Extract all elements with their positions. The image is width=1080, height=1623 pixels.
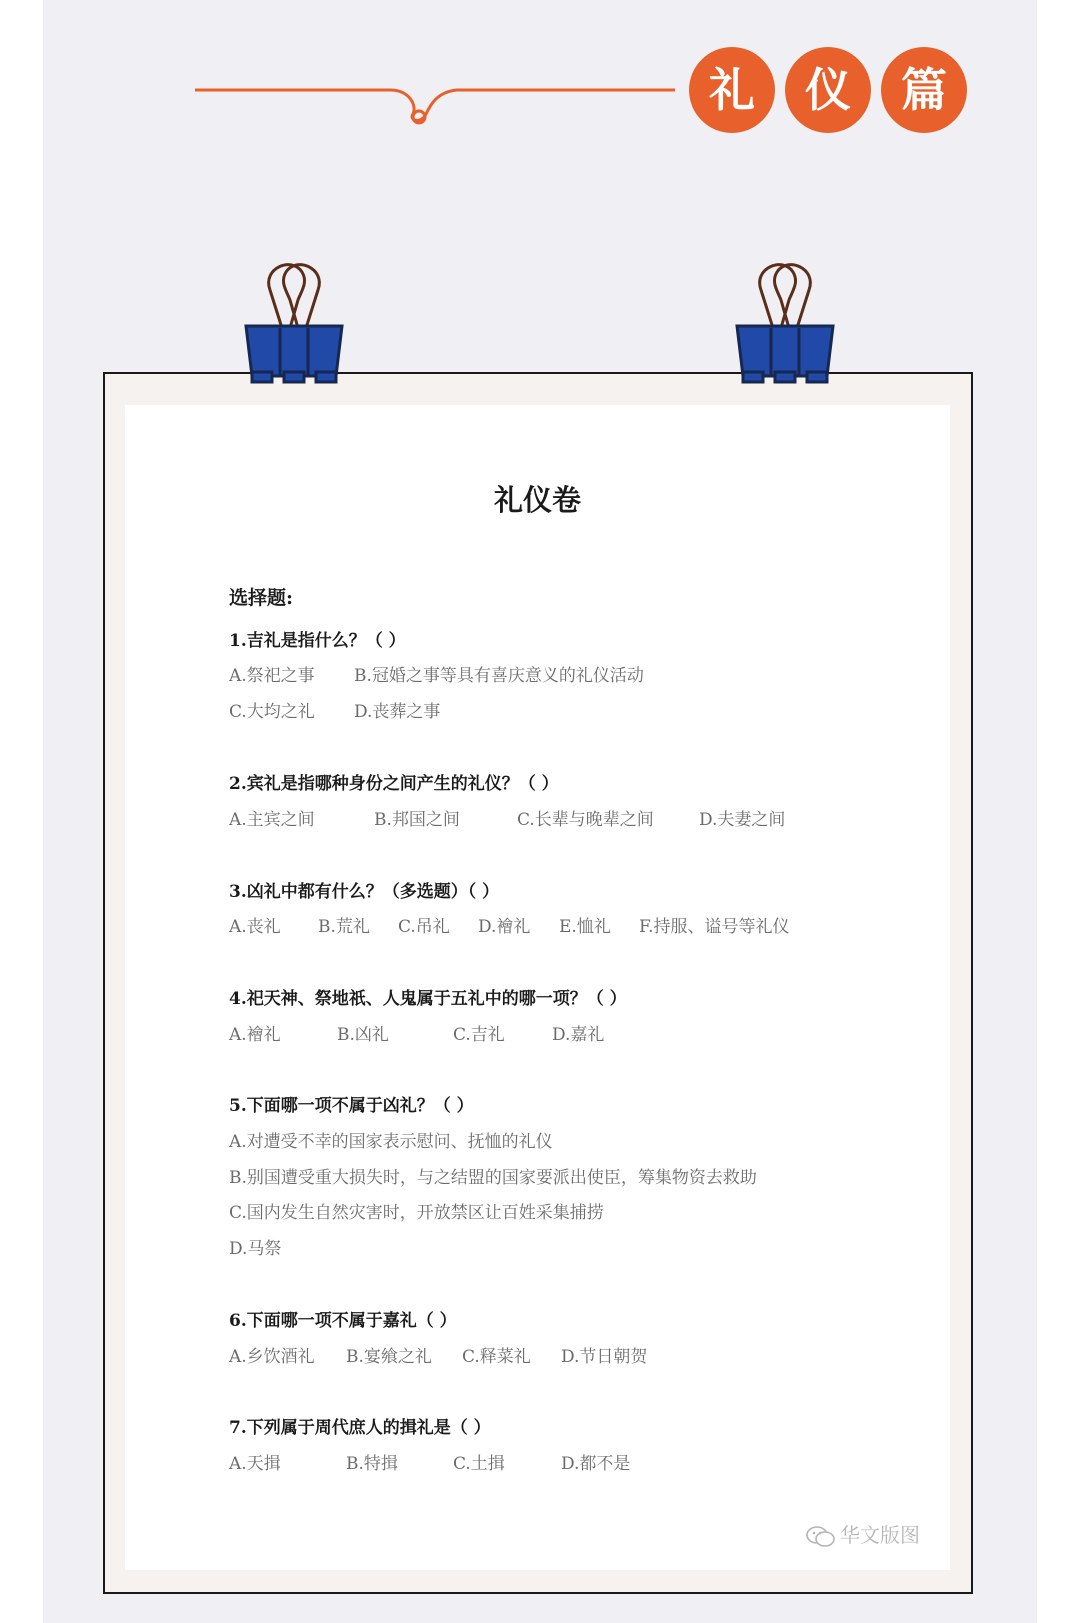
question-7: 7.下列属于周代庶人的揖礼是（ ）: [229, 1418, 491, 1438]
section-label: 选择题:: [229, 587, 294, 609]
watermark: [806, 1519, 920, 1549]
option: B.宴飨之礼: [346, 1347, 432, 1367]
option: B.邦国之间: [374, 810, 460, 830]
option: A.襘礼: [229, 1025, 281, 1045]
option: A.乡饮酒礼: [229, 1347, 315, 1367]
option: D.马祭: [229, 1239, 282, 1259]
option: A.主宾之间: [229, 810, 315, 830]
option: C.土揖: [453, 1454, 505, 1474]
option: C.长辈与晚辈之间: [517, 810, 654, 830]
question-6: 6.下面哪一项不属于嘉礼（ ）: [229, 1311, 457, 1331]
option: B.荒礼: [318, 917, 370, 937]
option: D.夫妻之间: [699, 810, 786, 830]
option: B.凶礼: [337, 1025, 389, 1045]
wechat-icon: [806, 1525, 836, 1549]
option: C.国内发生自然灾害时，开放禁区让百姓采集捕捞: [229, 1203, 604, 1223]
watermark-text: 华文版图: [840, 1523, 920, 1547]
decorative-line: [195, 56, 675, 136]
header-char-1: 礼: [689, 47, 775, 133]
option: F.持服、谥号等礼仪: [639, 917, 790, 937]
option: C.释菜礼: [462, 1347, 531, 1367]
option: B.冠婚之事等具有喜庆意义的礼仪活动: [354, 666, 644, 686]
option: D.都不是: [561, 1454, 631, 1474]
option: E.恤礼: [559, 917, 611, 937]
question-2: 2.宾礼是指哪种身份之间产生的礼仪？（ ）: [229, 774, 559, 794]
option: D.节日朝贺: [561, 1347, 648, 1367]
header-char-2: 仪: [785, 47, 871, 133]
option: D.襘礼: [478, 917, 531, 937]
option: C.大均之礼: [229, 702, 315, 722]
option: A.祭祀之事: [229, 666, 315, 686]
option: D.嘉礼: [552, 1025, 605, 1045]
option: A.对遭受不幸的国家表示慰问、抚恤的礼仪: [229, 1132, 553, 1152]
option: A.天揖: [229, 1454, 281, 1474]
binder-clip-icon: [244, 260, 344, 385]
option: C.吉礼: [453, 1025, 505, 1045]
header-char-3: 篇: [881, 47, 967, 133]
question-4: 4.祀天神、祭地祇、人鬼属于五礼中的哪一项？（ ）: [229, 989, 627, 1009]
question-3: 3.凶礼中都有什么？（多选题）（ ）: [229, 882, 500, 902]
option: B.特揖: [346, 1454, 398, 1474]
question-5: 5.下面哪一项不属于凶礼？（ ）: [229, 1096, 474, 1116]
paper-title: 礼仪卷: [493, 483, 581, 517]
option: A.丧礼: [229, 917, 281, 937]
question-1: 1.吉礼是指什么？（ ）: [229, 631, 406, 651]
option: B.别国遭受重大损失时，与之结盟的国家要派出使臣，筹集物资去救助: [229, 1168, 757, 1188]
option: C.吊礼: [398, 917, 450, 937]
option: D.丧葬之事: [354, 702, 441, 722]
binder-clip-icon: [735, 260, 835, 385]
